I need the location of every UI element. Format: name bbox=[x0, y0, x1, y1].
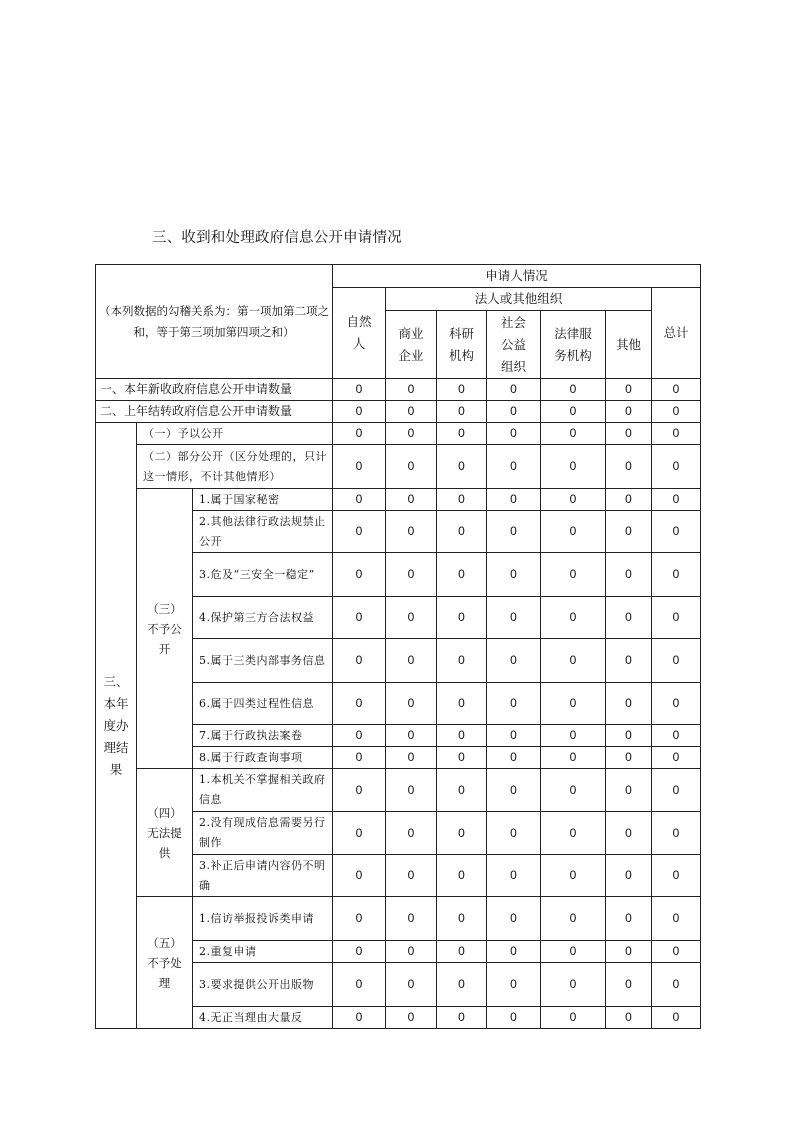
count-cell: 0 bbox=[333, 812, 386, 855]
count-cell: 0 bbox=[333, 855, 386, 897]
count-cell: 0 bbox=[606, 855, 652, 897]
count-cell: 0 bbox=[487, 379, 541, 401]
table-row bbox=[96, 489, 701, 511]
count-cell: 0 bbox=[606, 489, 652, 511]
count-cell: 0 bbox=[487, 897, 541, 941]
count-cell: 0 bbox=[487, 511, 541, 553]
table-row bbox=[96, 445, 701, 489]
count-cell: 0 bbox=[487, 747, 541, 769]
count-cell: 0 bbox=[487, 769, 541, 812]
count-cell: 0 bbox=[386, 855, 437, 897]
count-cell: 0 bbox=[437, 897, 487, 941]
count-cell: 0 bbox=[487, 445, 541, 489]
count-cell: 0 bbox=[606, 445, 652, 489]
count-cell: 0 bbox=[606, 597, 652, 639]
count-cell: 0 bbox=[437, 683, 487, 725]
count-cell: 0 bbox=[437, 963, 487, 1007]
count-cell: 0 bbox=[652, 747, 701, 769]
count-cell: 0 bbox=[541, 553, 606, 597]
count-cell: 0 bbox=[386, 1007, 437, 1029]
count-cell: 0 bbox=[386, 445, 437, 489]
table-row bbox=[96, 897, 701, 941]
count-cell: 0 bbox=[386, 639, 437, 683]
count-cell: 0 bbox=[386, 401, 437, 423]
count-cell: 0 bbox=[386, 489, 437, 511]
count-cell: 0 bbox=[437, 553, 487, 597]
count-cell: 0 bbox=[333, 941, 386, 963]
group-label-not-processed: （五） 不予处 理 bbox=[137, 897, 193, 1029]
count-cell: 0 bbox=[606, 1007, 652, 1029]
count-cell: 0 bbox=[652, 855, 701, 897]
count-cell: 0 bbox=[541, 489, 606, 511]
count-cell: 0 bbox=[333, 639, 386, 683]
count-cell: 0 bbox=[437, 941, 487, 963]
row-label: （一）予以公开 bbox=[137, 423, 333, 445]
count-cell: 0 bbox=[333, 489, 386, 511]
count-cell: 0 bbox=[541, 683, 606, 725]
count-cell: 0 bbox=[386, 683, 437, 725]
count-cell: 0 bbox=[333, 401, 386, 423]
row-label: 3.要求提供公开出版物 bbox=[193, 963, 333, 1007]
count-cell: 0 bbox=[487, 941, 541, 963]
count-cell: 0 bbox=[606, 725, 652, 747]
header-legal-service: 法律服 务机构 bbox=[541, 311, 606, 379]
count-cell: 0 bbox=[437, 812, 487, 855]
count-cell: 0 bbox=[541, 597, 606, 639]
count-cell: 0 bbox=[333, 747, 386, 769]
count-cell: 0 bbox=[606, 683, 652, 725]
count-cell: 0 bbox=[541, 511, 606, 553]
count-cell: 0 bbox=[541, 401, 606, 423]
count-cell: 0 bbox=[333, 423, 386, 445]
row-label: 1.属于国家秘密 bbox=[193, 489, 333, 511]
count-cell: 0 bbox=[652, 941, 701, 963]
count-cell: 0 bbox=[541, 963, 606, 1007]
count-cell: 0 bbox=[652, 812, 701, 855]
count-cell: 0 bbox=[541, 769, 606, 812]
count-cell: 0 bbox=[386, 511, 437, 553]
row-label: 5.属于三类内部事务信息 bbox=[193, 639, 333, 683]
count-cell: 0 bbox=[437, 423, 487, 445]
count-cell: 0 bbox=[606, 769, 652, 812]
count-cell: 0 bbox=[386, 769, 437, 812]
count-cell: 0 bbox=[652, 597, 701, 639]
row-label: 3.危及“三安全一稳定” bbox=[193, 553, 333, 597]
count-cell: 0 bbox=[652, 401, 701, 423]
row-label: 2.没有现成信息需要另行制作 bbox=[193, 812, 333, 855]
count-cell: 0 bbox=[386, 747, 437, 769]
count-cell: 0 bbox=[437, 597, 487, 639]
count-cell: 0 bbox=[487, 553, 541, 597]
count-cell: 0 bbox=[541, 379, 606, 401]
count-cell: 0 bbox=[487, 963, 541, 1007]
row-label: 2.其他法律行政法规禁止公开 bbox=[193, 511, 333, 553]
count-cell: 0 bbox=[386, 963, 437, 1007]
count-cell: 0 bbox=[437, 855, 487, 897]
count-cell: 0 bbox=[487, 401, 541, 423]
count-cell: 0 bbox=[541, 747, 606, 769]
count-cell: 0 bbox=[333, 379, 386, 401]
header-other: 其他 bbox=[606, 311, 652, 379]
group-label-not-disclosed: （三） 不予公 开 bbox=[137, 489, 193, 769]
count-cell: 0 bbox=[652, 511, 701, 553]
table-row bbox=[96, 769, 701, 812]
count-cell: 0 bbox=[386, 597, 437, 639]
count-cell: 0 bbox=[487, 639, 541, 683]
count-cell: 0 bbox=[333, 769, 386, 812]
count-cell: 0 bbox=[606, 639, 652, 683]
count-cell: 0 bbox=[652, 897, 701, 941]
count-cell: 0 bbox=[487, 423, 541, 445]
row-label: 2.重复申请 bbox=[193, 941, 333, 963]
count-cell: 0 bbox=[606, 812, 652, 855]
count-cell: 0 bbox=[437, 511, 487, 553]
count-cell: 0 bbox=[606, 401, 652, 423]
count-cell: 0 bbox=[606, 553, 652, 597]
count-cell: 0 bbox=[541, 423, 606, 445]
count-cell: 0 bbox=[386, 725, 437, 747]
count-cell: 0 bbox=[652, 423, 701, 445]
count-cell: 0 bbox=[487, 489, 541, 511]
row-label: 7.属于行政执法案卷 bbox=[193, 725, 333, 747]
count-cell: 0 bbox=[333, 553, 386, 597]
count-cell: 0 bbox=[541, 445, 606, 489]
count-cell: 0 bbox=[333, 1007, 386, 1029]
header-note: （本列数据的勾稽关系为：第一项加第二项之和，等于第三项加第四项之和） bbox=[96, 265, 333, 379]
count-cell: 0 bbox=[487, 855, 541, 897]
count-cell: 0 bbox=[487, 683, 541, 725]
count-cell: 0 bbox=[333, 897, 386, 941]
row-label: 二、上年结转政府信息公开申请数量 bbox=[96, 401, 333, 423]
count-cell: 0 bbox=[541, 725, 606, 747]
count-cell: 0 bbox=[386, 897, 437, 941]
count-cell: 0 bbox=[437, 1007, 487, 1029]
count-cell: 0 bbox=[437, 379, 487, 401]
count-cell: 0 bbox=[386, 941, 437, 963]
count-cell: 0 bbox=[652, 725, 701, 747]
count-cell: 0 bbox=[541, 812, 606, 855]
count-cell: 0 bbox=[541, 855, 606, 897]
count-cell: 0 bbox=[437, 639, 487, 683]
count-cell: 0 bbox=[386, 812, 437, 855]
count-cell: 0 bbox=[333, 963, 386, 1007]
count-cell: 0 bbox=[333, 725, 386, 747]
disclosure-statistics-table bbox=[95, 264, 701, 1029]
count-cell: 0 bbox=[606, 897, 652, 941]
count-cell: 0 bbox=[606, 379, 652, 401]
count-cell: 0 bbox=[437, 747, 487, 769]
count-cell: 0 bbox=[606, 941, 652, 963]
count-cell: 0 bbox=[652, 379, 701, 401]
row-label: 4.无正当理由大量反 bbox=[193, 1007, 333, 1029]
count-cell: 0 bbox=[652, 553, 701, 597]
count-cell: 0 bbox=[386, 553, 437, 597]
row-label: 3.补正后申请内容仍不明确 bbox=[193, 855, 333, 897]
count-cell: 0 bbox=[437, 769, 487, 812]
group-label-unable-to-provide: （四） 无法提 供 bbox=[137, 769, 193, 897]
header-social: 社会 公益 组织 bbox=[487, 311, 541, 379]
count-cell: 0 bbox=[606, 963, 652, 1007]
count-cell: 0 bbox=[487, 1007, 541, 1029]
count-cell: 0 bbox=[541, 941, 606, 963]
header-legal-entities: 法人或其他组织 bbox=[386, 288, 652, 311]
count-cell: 0 bbox=[652, 445, 701, 489]
count-cell: 0 bbox=[437, 445, 487, 489]
count-cell: 0 bbox=[386, 423, 437, 445]
count-cell: 0 bbox=[437, 489, 487, 511]
row-label: 一、本年新收政府信息公开申请数量 bbox=[96, 379, 333, 401]
count-cell: 0 bbox=[652, 683, 701, 725]
count-cell: 0 bbox=[606, 511, 652, 553]
count-cell: 0 bbox=[541, 1007, 606, 1029]
count-cell: 0 bbox=[333, 597, 386, 639]
count-cell: 0 bbox=[333, 683, 386, 725]
row-label: 1.信访举报投诉类申请 bbox=[193, 897, 333, 941]
count-cell: 0 bbox=[333, 445, 386, 489]
row-label: 6.属于四类过程性信息 bbox=[193, 683, 333, 725]
count-cell: 0 bbox=[437, 401, 487, 423]
count-cell: 0 bbox=[541, 639, 606, 683]
table-row bbox=[96, 401, 701, 423]
count-cell: 0 bbox=[652, 489, 701, 511]
table-row bbox=[96, 423, 701, 445]
section-title: 三、收到和处理政府信息公开申请情况 bbox=[152, 230, 402, 246]
row-label: 8.属于行政查询事项 bbox=[193, 747, 333, 769]
group-label-processing-results: 三、 本年 度办 理结 果 bbox=[96, 423, 137, 1029]
count-cell: 0 bbox=[606, 423, 652, 445]
header-research: 科研 机构 bbox=[437, 311, 487, 379]
row-label: （二）部分公开（区分处理的，只计这一情形，不计其他情形） bbox=[137, 445, 333, 489]
count-cell: 0 bbox=[487, 812, 541, 855]
count-cell: 0 bbox=[487, 597, 541, 639]
row-label: 4.保护第三方合法权益 bbox=[193, 597, 333, 639]
count-cell: 0 bbox=[541, 897, 606, 941]
count-cell: 0 bbox=[386, 379, 437, 401]
count-cell: 0 bbox=[606, 747, 652, 769]
header-total: 总计 bbox=[652, 288, 701, 379]
row-label: 1.本机关不掌握相关政府信息 bbox=[193, 769, 333, 812]
header-natural-person: 自然 人 bbox=[333, 288, 386, 379]
count-cell: 0 bbox=[652, 963, 701, 1007]
count-cell: 0 bbox=[487, 725, 541, 747]
header-business: 商业 企业 bbox=[386, 311, 437, 379]
count-cell: 0 bbox=[652, 769, 701, 812]
count-cell: 0 bbox=[333, 511, 386, 553]
count-cell: 0 bbox=[652, 1007, 701, 1029]
count-cell: 0 bbox=[437, 725, 487, 747]
table-row bbox=[96, 379, 701, 401]
header-applicant: 申请人情况 bbox=[333, 265, 701, 288]
count-cell: 0 bbox=[652, 639, 701, 683]
